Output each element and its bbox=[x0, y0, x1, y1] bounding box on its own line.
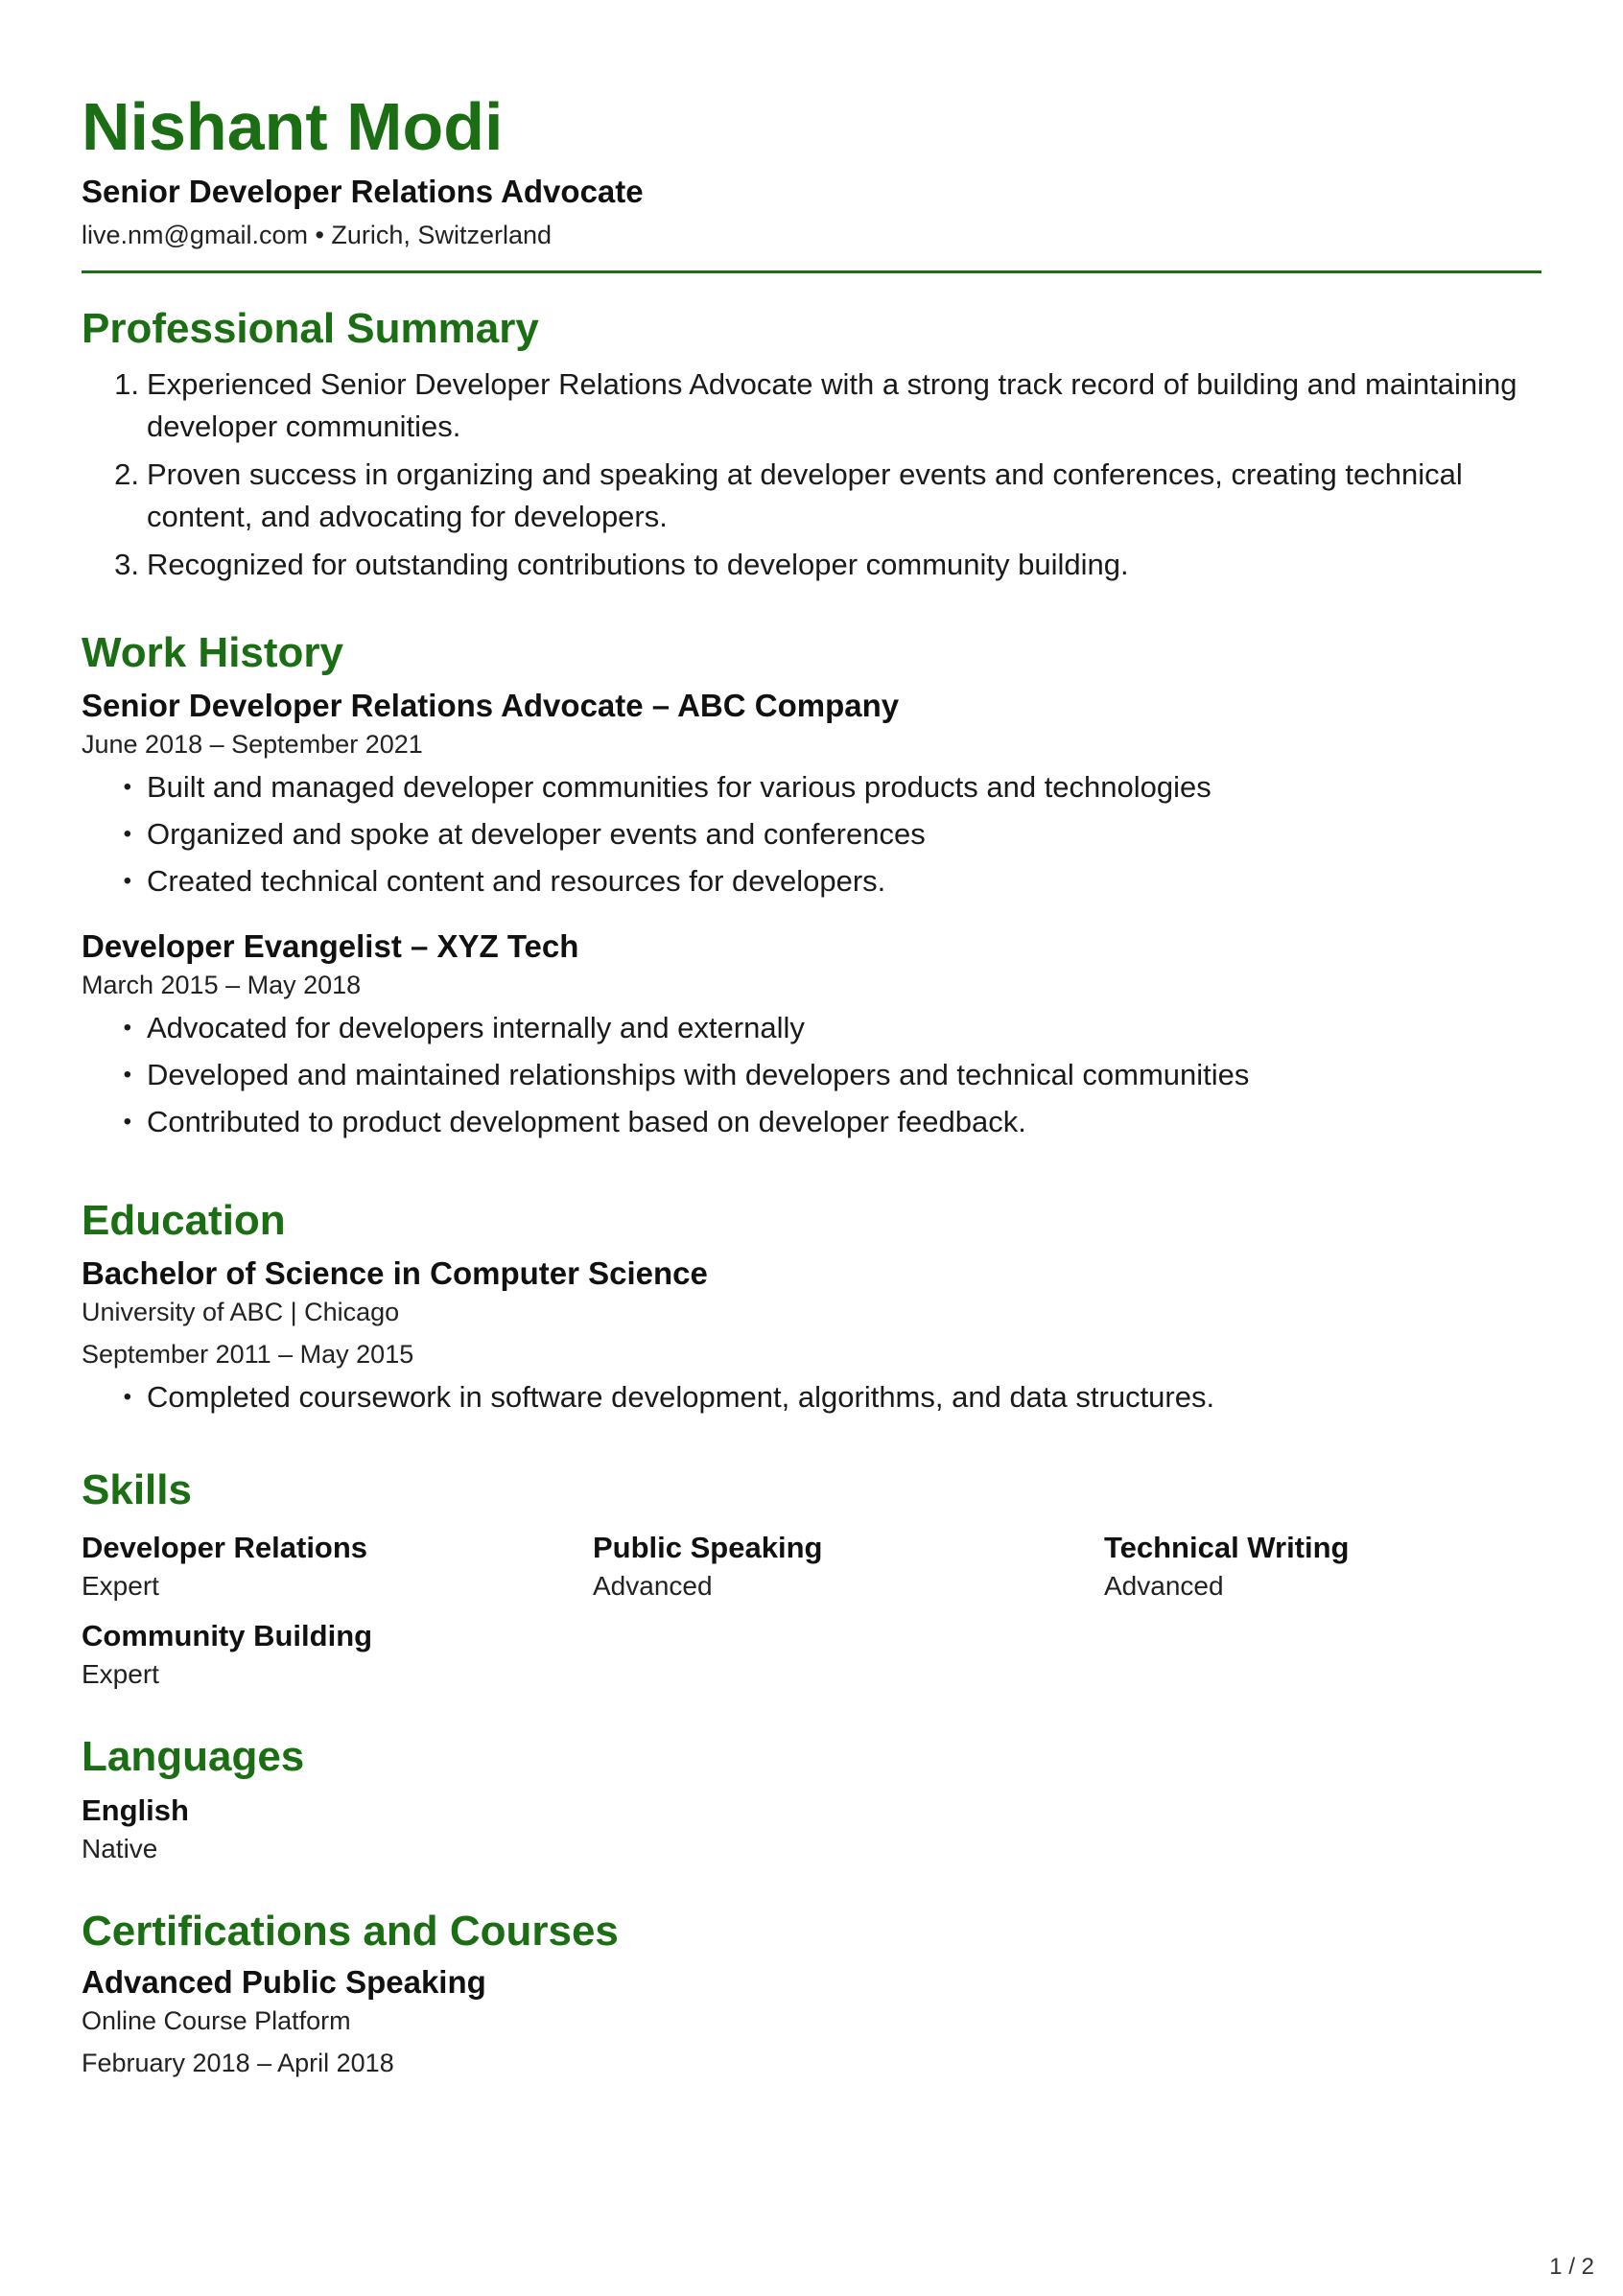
list-item bbox=[82, 813, 1541, 855]
skill-level: Expert bbox=[82, 1571, 159, 1601]
list-item bbox=[82, 1376, 1541, 1417]
bullet-icon: • bbox=[123, 1384, 131, 1410]
education-bullets bbox=[82, 1376, 1541, 1417]
section-title-certifications: Certifications and Courses bbox=[82, 1908, 619, 1955]
work-section bbox=[82, 628, 1541, 1142]
bullet-icon: • bbox=[123, 1109, 131, 1135]
degree-title: Bachelor of Science in Computer Science bbox=[82, 1255, 708, 1291]
list-item bbox=[82, 454, 1541, 538]
job-title: Developer Evangelist – XYZ Tech bbox=[82, 928, 579, 964]
job-entry bbox=[82, 686, 1541, 902]
section-title-languages: Languages bbox=[82, 1733, 305, 1780]
school-name: University of ABC | Chicago bbox=[82, 1298, 400, 1326]
skills-section bbox=[82, 1465, 1541, 1694]
list-item bbox=[82, 860, 1541, 902]
section-title-summary: Professional Summary bbox=[82, 305, 539, 352]
skill-item bbox=[82, 1617, 593, 1694]
list-item bbox=[82, 544, 1541, 586]
list-number: 3. bbox=[114, 548, 139, 581]
skill-name: Developer Relations bbox=[82, 1531, 368, 1564]
bullet-icon: • bbox=[123, 1062, 131, 1088]
skill-item bbox=[1104, 1529, 1541, 1605]
list-text: Proven success in organizing and speaking at developer events and conferences, creating technical content, and advocating for developers. bbox=[147, 457, 1463, 533]
list-text: Experienced Senior Developer Relations Advocate with a strong track record of building and maintaining developer communities. bbox=[147, 367, 1517, 443]
language-item bbox=[82, 1792, 1541, 1868]
language-level: Native bbox=[82, 1834, 158, 1863]
certification-provider: Online Course Platform bbox=[82, 2006, 351, 2035]
bullet-text: Built and managed developer communities for various products and technologies bbox=[147, 770, 1211, 804]
list-item bbox=[82, 1054, 1541, 1095]
education-section bbox=[82, 1196, 1541, 1417]
job-entry bbox=[82, 926, 1541, 1142]
job-date: June 2018 – September 2021 bbox=[82, 730, 423, 759]
certification-date: February 2018 – April 2018 bbox=[82, 2049, 394, 2077]
job-bullets bbox=[82, 1007, 1541, 1142]
languages-section bbox=[82, 1732, 1541, 1868]
skill-name: Technical Writing bbox=[1104, 1531, 1350, 1564]
summary-section bbox=[82, 304, 1541, 586]
job-date: March 2015 – May 2018 bbox=[82, 971, 362, 999]
language-name: English bbox=[82, 1793, 189, 1827]
candidate-role: Senior Developer Relations Advocate bbox=[82, 174, 644, 209]
list-item bbox=[82, 363, 1541, 448]
candidate-name: Nishant Modi bbox=[82, 89, 504, 164]
list-item bbox=[82, 1007, 1541, 1048]
list-item bbox=[82, 1101, 1541, 1142]
bullet-icon: • bbox=[123, 1015, 131, 1041]
resume-page bbox=[82, 88, 1541, 2081]
bullet-text: Developed and maintained relationships with developers and technical communities bbox=[147, 1058, 1250, 1091]
page-number: 1 / 2 bbox=[1549, 2254, 1594, 2280]
education-date: September 2011 – May 2015 bbox=[82, 1340, 414, 1369]
section-title-work: Work History bbox=[82, 629, 344, 676]
bullet-icon: • bbox=[123, 821, 131, 847]
contact-info: live.nm@gmail.com • Zurich, Switzerland bbox=[82, 221, 552, 249]
certification-name: Advanced Public Speaking bbox=[82, 1964, 486, 2000]
skill-level: Expert bbox=[82, 1659, 159, 1689]
skill-level: Advanced bbox=[1104, 1571, 1224, 1601]
bullet-text: Created technical content and resources for developers. bbox=[147, 864, 886, 898]
job-bullets bbox=[82, 766, 1541, 902]
bullet-text: Organized and spoke at developer events and conferences bbox=[147, 817, 926, 851]
section-title-skills: Skills bbox=[82, 1466, 192, 1513]
header-divider bbox=[82, 270, 1541, 273]
certifications-section bbox=[82, 1907, 1541, 2081]
bullet-text: Completed coursework in software development, algorithms, and data structures. bbox=[147, 1380, 1215, 1414]
skill-level: Advanced bbox=[593, 1571, 713, 1601]
list-number: 1. bbox=[114, 367, 139, 401]
list-text: Recognized for outstanding contributions to developer community building. bbox=[147, 548, 1129, 581]
bullet-text: Advocated for developers internally and externally bbox=[147, 1011, 805, 1044]
skill-item bbox=[593, 1529, 1104, 1605]
list-number: 2. bbox=[114, 457, 139, 491]
bullet-icon: • bbox=[123, 774, 131, 800]
certification-item bbox=[82, 1962, 1541, 2081]
summary-list bbox=[82, 363, 1541, 586]
skill-name: Public Speaking bbox=[593, 1531, 823, 1564]
skill-item bbox=[82, 1529, 593, 1605]
bullet-icon: • bbox=[123, 868, 131, 894]
skills-grid bbox=[82, 1529, 1541, 1694]
skill-name: Community Building bbox=[82, 1619, 373, 1652]
job-title: Senior Developer Relations Advocate – ABC Company bbox=[82, 688, 900, 723]
list-item bbox=[82, 766, 1541, 808]
section-title-education: Education bbox=[82, 1197, 286, 1244]
bullet-text: Contributed to product development based on developer feedback. bbox=[147, 1105, 1026, 1138]
